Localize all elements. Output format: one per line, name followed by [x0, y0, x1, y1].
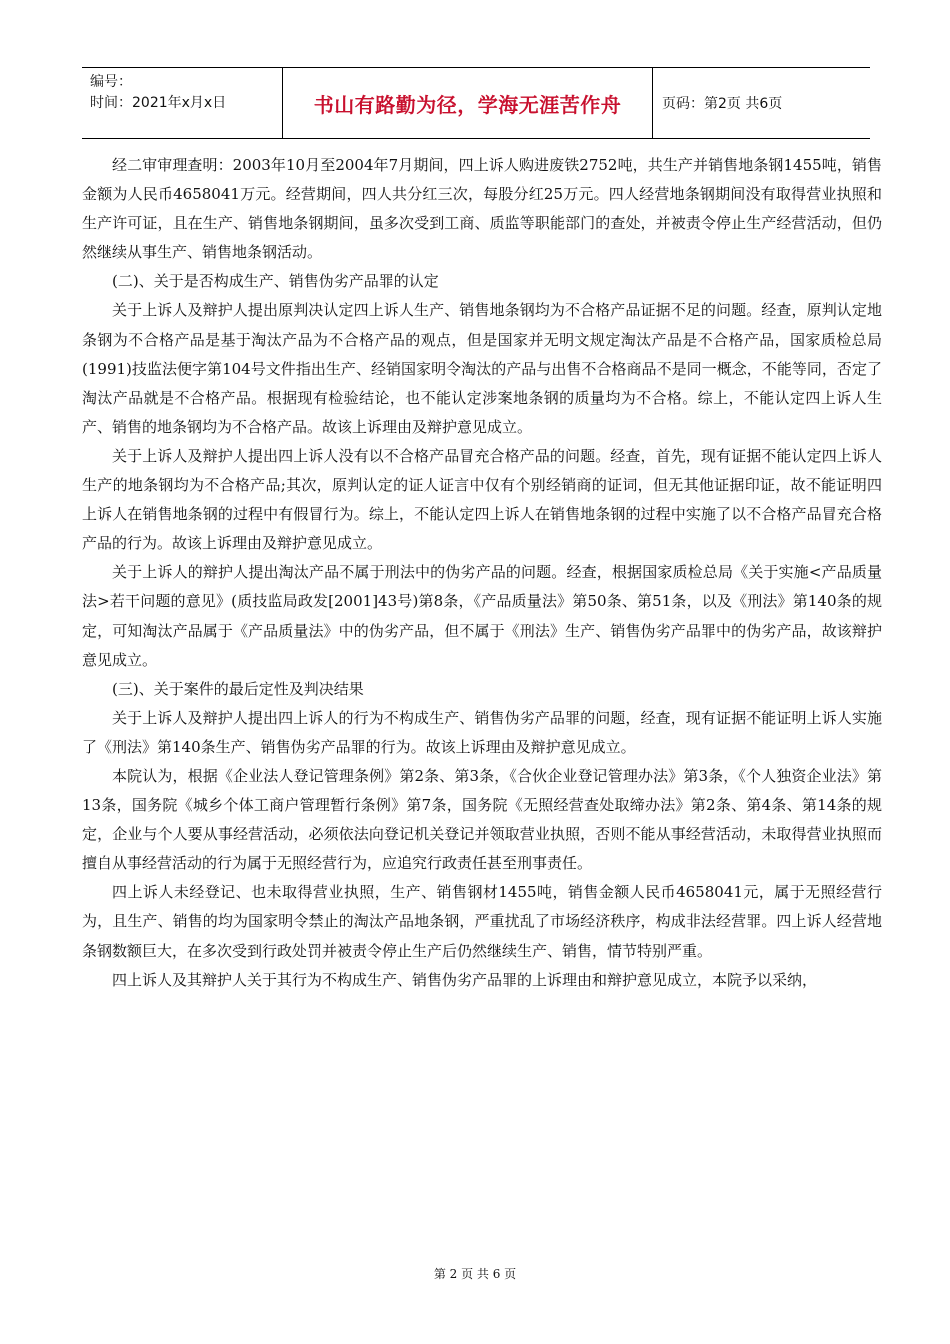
document-number-label: 编号： — [90, 74, 132, 90]
paragraph: 关于上诉人及辩护人提出四上诉人没有以不合格产品冒充合格产品的问题。经查，首先，现有证据不能认定四上诉人生产的地条钢均为不合格产品;其次，原判认定的证人证言中仅有个别经销商的证词，但无其他证据印证，故不能证明四上诉人在销售地条钢的过程中有假冒行为。综上，不能认定四上诉人在销售地条钢的过程中实施了以不合格产品冒充合格产品的行为。故该上诉理由及辩护意见成立。 — [82, 446, 882, 553]
header-motto: 书山有路勤为径，学海无涯苦作舟 — [282, 68, 653, 138]
document-body — [82, 151, 882, 995]
header-page-code: 页码：第2页 共6页 — [662, 96, 783, 112]
page-footer: 第 2 页 共 6 页 — [433, 1267, 517, 1281]
paragraph: 四上诉人未经登记、也未取得营业执照，生产、销售钢材1455吨，销售金额人民币4658041元，属于无照经营行为，且生产、销售的均为国家明令禁止的淘汰产品地条钢，严重扰乱了市场经济秩序，构成非法经营罪。四上诉人经营地条钢数额巨大，在多次受到行政处罚并被责令停止生产后仍然继续生产、销售，情节特别严重。 — [82, 883, 882, 960]
document-date: 时间：2021年x月x日 — [90, 95, 227, 111]
header-meta — [82, 68, 282, 138]
document-header — [82, 67, 870, 139]
section-heading-2: (二)、关于是否构成生产、销售伪劣产品罪的认定 — [112, 272, 439, 291]
paragraph: 关于上诉人及辩护人提出原判决认定四上诉人生产、销售地条钢均为不合格产品证据不足的问题。经查，原判认定地条钢为不合格产品是基于淘汰产品为不合格产品的观点，但是国家并无明文规定淘汰产品是不合格产品，国家质检总局(1991)技监法便字第104号文件指出生产、经销国家明令淘汰的产品与出售不合格商品不是同一概念，不能等同，否定了淘汰产品就是不合格产品。根据现有检验结论，也不能认定涉案地条钢的质量均为不合格。综上，不能认定四上诉人生产、销售的地条钢均为不合格产品。故该上诉理由及辩护意见成立。 — [82, 301, 882, 436]
paragraph: 关于上诉人的辩护人提出淘汰产品不属于刑法中的伪劣产品的问题。经查，根据国家质检总局《关于实施<产品质量法>若干问题的意见》(质技监局政发[2001]43号)第8条，《产品质量法》第50条、第51条，以及《刑法》第140条的规定，可知淘汰产品属于《产品质量法》中的伪劣产品，但不属于《刑法》生产、销售伪劣产品罪中的伪劣产品，故该辩护意见成立。 — [82, 563, 882, 669]
paragraph: 本院认为，根据《企业法人登记管理条例》第2条、第3条，《合伙企业登记管理办法》第3条，《个人独资企业法》第13条，国务院《城乡个体工商户管理暂行条例》第7条，国务院《无照经营查处取缔办法》第2条、第4条、第14条的规定，企业与个人要从事经营活动，必须依法向登记机关登记并领取营业执照，否则不能从事经营活动，未取得营业执照而擅自从事经营活动的行为属于无照经营行为，应追究行政责任甚至刑事责任。 — [82, 766, 882, 873]
paragraph-facts: 经二审审理查明：2003年10月至2004年7月期间，四上诉人购进废铁2752吨，共生产并销售地条钢1455吨，销售金额为人民币4658041万元。经营期间，四人共分红三次，每股分红25万元。四人经营地条钢期间没有取得营业执照和生产许可证，且在生产、销售地条钢期间，虽多次受到工商、质监等职能部门的查处，并被责令停止生产经营活动，但仍然继续从事生产、销售地条钢活动。 — [82, 156, 882, 262]
paragraph: 四上诉人及其辩护人关于其行为不构成生产、销售伪劣产品罪的上诉理由和辩护意见成立，本院予以采纳， — [112, 970, 818, 989]
section-heading-3: (三)、关于案件的最后定性及判决结果 — [112, 679, 364, 698]
paragraph: 关于上诉人及辩护人提出四上诉人的行为不构成生产、销售伪劣产品罪的问题，经查，现有证据不能证明上诉人实施了《刑法》第140条生产、销售伪劣产品罪的行为。故该上诉理由及辩护意见成立。 — [82, 708, 882, 756]
